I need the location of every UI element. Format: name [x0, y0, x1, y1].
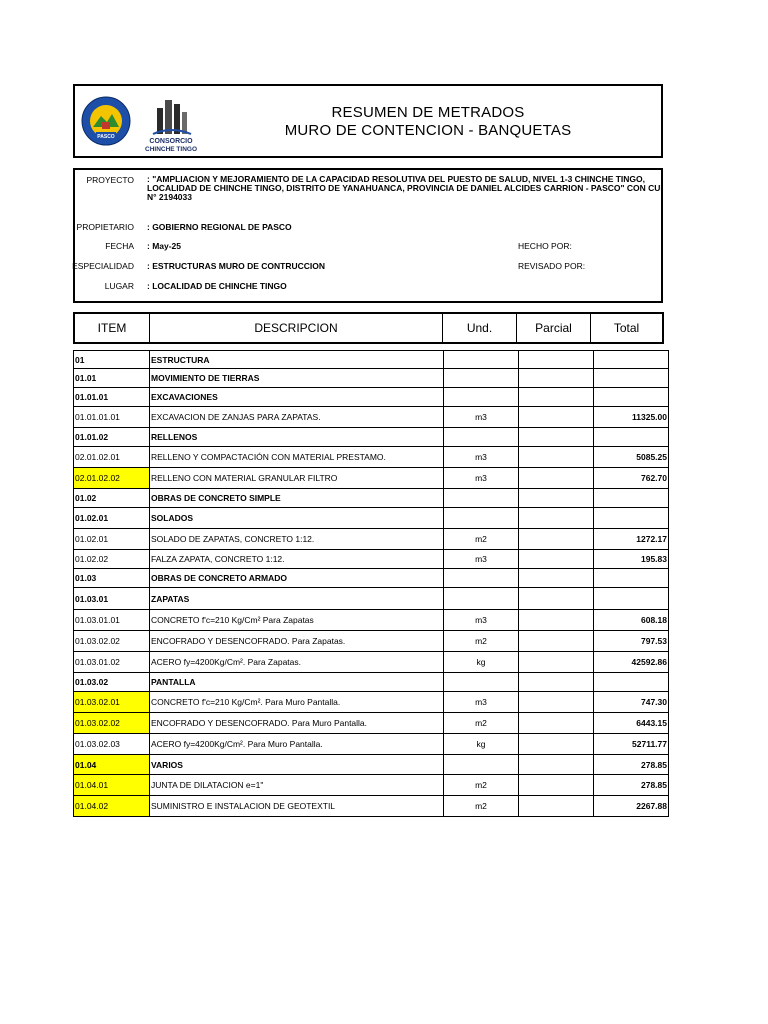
total-cell: 762.70 [594, 468, 669, 489]
table-row [74, 468, 669, 489]
column-header-total: Total [613, 321, 640, 335]
und-cell [444, 428, 519, 447]
descripcion-cell: SOLADO DE ZAPATAS, CONCRETO 1:12. [150, 529, 444, 550]
table-row [74, 529, 669, 550]
parcial-cell [519, 631, 594, 652]
parcial-cell [519, 673, 594, 692]
total-cell [594, 489, 669, 508]
descripcion-cell: MOVIMIENTO DE TIERRAS [150, 369, 444, 388]
document-title [225, 104, 631, 140]
total-cell: 42592.86 [594, 652, 669, 673]
und-cell: m3 [444, 447, 519, 468]
descripcion-cell: OBRAS DE CONCRETO ARMADO [150, 569, 444, 588]
total-cell: 747.30 [594, 692, 669, 713]
table-column-header [73, 312, 664, 344]
item-cell: 01.04.01 [74, 775, 150, 796]
parcial-cell [519, 796, 594, 817]
column-header-und: Und. [443, 314, 517, 342]
lugar-label: LUGAR [104, 281, 134, 291]
item-cell: 01.03.01.02 [74, 652, 150, 673]
parcial-cell [519, 755, 594, 775]
und-cell: kg [444, 734, 519, 755]
total-cell [594, 508, 669, 529]
descripcion-cell: PANTALLA [150, 673, 444, 692]
descripcion-cell: CONCRETO f'c=210 Kg/Cm². Para Muro Pantalla. [150, 692, 444, 713]
total-cell: 5085.25 [594, 447, 669, 468]
descripcion-cell: ACERO fy=4200Kg/Cm². Para Zapatas. [150, 652, 444, 673]
parcial-cell [519, 569, 594, 588]
propietario-label: PROPIETARIO [76, 222, 134, 232]
descripcion-cell: SOLADOS [150, 508, 444, 529]
proyecto-value: : "AMPLIACION Y MEJORAMIENTO DE LA CAPACIDAD RESOLUTIVA DEL PUESTO DE SALUD, NIVEL 1-3 CHINCHE TINGO, LOCALIDAD DE CHINCHE TINGO, DISTRITO DE YANAHUANCA, PROVINCIA DE DANIEL ALCIDES CARRION - PASCO" CON CUI N° 2194033 [147, 174, 663, 202]
und-cell: m2 [444, 529, 519, 550]
total-cell: 278.85 [594, 755, 669, 775]
item-cell: 01.03.02.02 [74, 713, 150, 734]
und-cell [444, 588, 519, 610]
header-box [73, 84, 663, 158]
item-cell: 01.03 [74, 569, 150, 588]
total-cell: 2267.88 [594, 796, 669, 817]
svg-text:CHINCHE TINGO: CHINCHE TINGO [145, 146, 197, 153]
hecho-por-label: HECHO POR: [518, 241, 572, 251]
descripcion-cell: EXCAVACIONES [150, 388, 444, 407]
propietario-value: : GOBIERNO REGIONAL DE PASCO [147, 222, 292, 232]
lugar-value: : LOCALIDAD DE CHINCHE TINGO [147, 281, 287, 291]
descripcion-cell: RELLENO Y COMPACTACIÓN CON MATERIAL PRESTAMO. [150, 447, 444, 468]
descripcion-cell: VARIOS [150, 755, 444, 775]
fecha-label: FECHA [105, 241, 134, 251]
revisado-por-label: REVISADO POR: [518, 261, 586, 271]
parcial-cell [519, 388, 594, 407]
table-row [74, 673, 669, 692]
total-cell: 195.83 [594, 550, 669, 569]
parcial-cell [519, 508, 594, 529]
total-cell: 278.85 [594, 775, 669, 796]
und-cell [444, 755, 519, 775]
parcial-cell [519, 692, 594, 713]
table-row [74, 369, 669, 388]
und-cell: m2 [444, 713, 519, 734]
item-cell: 01 [74, 351, 150, 369]
descripcion-cell: RELLENO CON MATERIAL GRANULAR FILTRO [150, 468, 444, 489]
descripcion-cell: RELLENOS [150, 428, 444, 447]
fecha-value: : May-25 [147, 241, 182, 251]
und-cell: m3 [444, 407, 519, 428]
item-cell: 01.03.02.03 [74, 734, 150, 755]
und-cell [444, 388, 519, 407]
und-cell [444, 569, 519, 588]
item-cell: 01.01.01.01 [74, 407, 150, 428]
table-row [74, 631, 669, 652]
und-cell: m3 [444, 550, 519, 569]
table-row [74, 407, 669, 428]
item-cell: 01.03.02 [74, 673, 150, 692]
und-cell: m3 [444, 692, 519, 713]
und-cell: m3 [444, 610, 519, 631]
table-row [74, 351, 669, 369]
descripcion-cell: ZAPATAS [150, 588, 444, 610]
total-cell: 11325.00 [594, 407, 669, 428]
total-cell: 1272.17 [594, 529, 669, 550]
und-cell [444, 673, 519, 692]
und-cell [444, 489, 519, 508]
und-cell [444, 508, 519, 529]
und-cell [444, 369, 519, 388]
table-row [74, 588, 669, 610]
descripcion-cell: FALZA ZAPATA, CONCRETO 1:12. [150, 550, 444, 569]
descripcion-cell: ENCOFRADO Y DESENCOFRADO. Para Zapatas. [150, 631, 444, 652]
metrados-table [73, 350, 669, 817]
total-cell [594, 588, 669, 610]
table-row [74, 428, 669, 447]
table-row [74, 388, 669, 407]
title-line-2: MURO DE CONTENCION - BANQUETAS [284, 122, 572, 139]
table-row [74, 508, 669, 529]
parcial-cell [519, 734, 594, 755]
item-cell: 01.03.01 [74, 588, 150, 610]
table-row [74, 569, 669, 588]
svg-text:CONSORCIO: CONSORCIO [149, 138, 193, 145]
und-cell: m2 [444, 775, 519, 796]
parcial-cell [519, 550, 594, 569]
table-row [74, 550, 669, 569]
total-cell [594, 569, 669, 588]
total-cell [594, 351, 669, 369]
descripcion-cell: CONCRETO f'c=210 Kg/Cm² Para Zapatas [150, 610, 444, 631]
item-cell: 01.01.01 [74, 388, 150, 407]
parcial-cell [519, 529, 594, 550]
descripcion-cell: ENCOFRADO Y DESENCOFRADO. Para Muro Pantalla. [150, 713, 444, 734]
item-cell: 01.02.01 [74, 508, 150, 529]
item-cell: 01.04 [74, 755, 150, 775]
total-cell [594, 673, 669, 692]
table-row [74, 755, 669, 775]
und-cell [444, 351, 519, 369]
descripcion-cell: ESTRUCTURA [150, 351, 444, 369]
item-cell: 01.03.01.01 [74, 610, 150, 631]
table-row [74, 796, 669, 817]
parcial-cell [519, 713, 594, 734]
table-row [74, 775, 669, 796]
gobierno-regional-pasco-logo [81, 94, 131, 148]
total-cell [594, 388, 669, 407]
descripcion-cell: SUMINISTRO E INSTALACION DE GEOTEXTIL [150, 796, 444, 817]
item-cell: 01.04.02 [74, 796, 150, 817]
total-cell [594, 369, 669, 388]
parcial-cell [519, 428, 594, 447]
total-cell: 52711.77 [594, 734, 669, 755]
und-cell: kg [444, 652, 519, 673]
especialidad-value: : ESTRUCTURAS MURO DE CONTRUCCION [147, 261, 326, 271]
table-row [74, 489, 669, 508]
item-cell: 01.01.02 [74, 428, 150, 447]
item-cell: 02.01.02.02 [74, 468, 150, 489]
total-cell: 797.53 [594, 631, 669, 652]
total-cell: 6443.15 [594, 713, 669, 734]
item-cell: 01.02 [74, 489, 150, 508]
table-row [74, 713, 669, 734]
und-cell: m3 [444, 468, 519, 489]
parcial-cell [519, 588, 594, 610]
item-cell: 01.02.02 [74, 550, 150, 569]
table-row [74, 734, 669, 755]
item-cell: 01.03.02.01 [74, 692, 150, 713]
table-row [74, 610, 669, 631]
parcial-cell [519, 489, 594, 508]
parcial-cell [519, 407, 594, 428]
column-header-descripcion: DESCRIPCION [150, 314, 443, 342]
item-cell: 01.03.02.02 [74, 631, 150, 652]
parcial-cell [519, 775, 594, 796]
column-header-item: ITEM [75, 314, 150, 342]
table-row [74, 652, 669, 673]
parcial-cell [519, 652, 594, 673]
descripcion-cell: OBRAS DE CONCRETO SIMPLE [150, 489, 444, 508]
parcial-cell [519, 468, 594, 489]
parcial-cell [519, 369, 594, 388]
und-cell: m2 [444, 796, 519, 817]
table-row [74, 447, 669, 468]
proyecto-label: PROYECTO [86, 175, 134, 185]
svg-text:PASCO: PASCO [97, 134, 115, 140]
descripcion-cell: JUNTA DE DILATACION e=1" [150, 775, 444, 796]
parcial-cell [519, 351, 594, 369]
total-cell [594, 428, 669, 447]
especialidad-label: ESPECIALIDAD [72, 261, 134, 271]
descripcion-cell: EXCAVACION DE ZANJAS PARA ZAPATAS. [150, 407, 444, 428]
item-cell: 01.02.01 [74, 529, 150, 550]
column-header-parcial: Parcial [517, 314, 591, 342]
descripcion-cell: ACERO fy=4200Kg/Cm². Para Muro Pantalla. [150, 734, 444, 755]
item-cell: 01.01 [74, 369, 150, 388]
consorcio-chinche-tingo-logo [139, 96, 203, 154]
und-cell: m2 [444, 631, 519, 652]
parcial-cell [519, 447, 594, 468]
parcial-cell [519, 610, 594, 631]
project-info-box [73, 168, 663, 303]
item-cell: 02.01.02.01 [74, 447, 150, 468]
total-cell: 608.18 [594, 610, 669, 631]
table-row [74, 692, 669, 713]
title-line-1: RESUMEN DE METRADOS [331, 104, 525, 121]
